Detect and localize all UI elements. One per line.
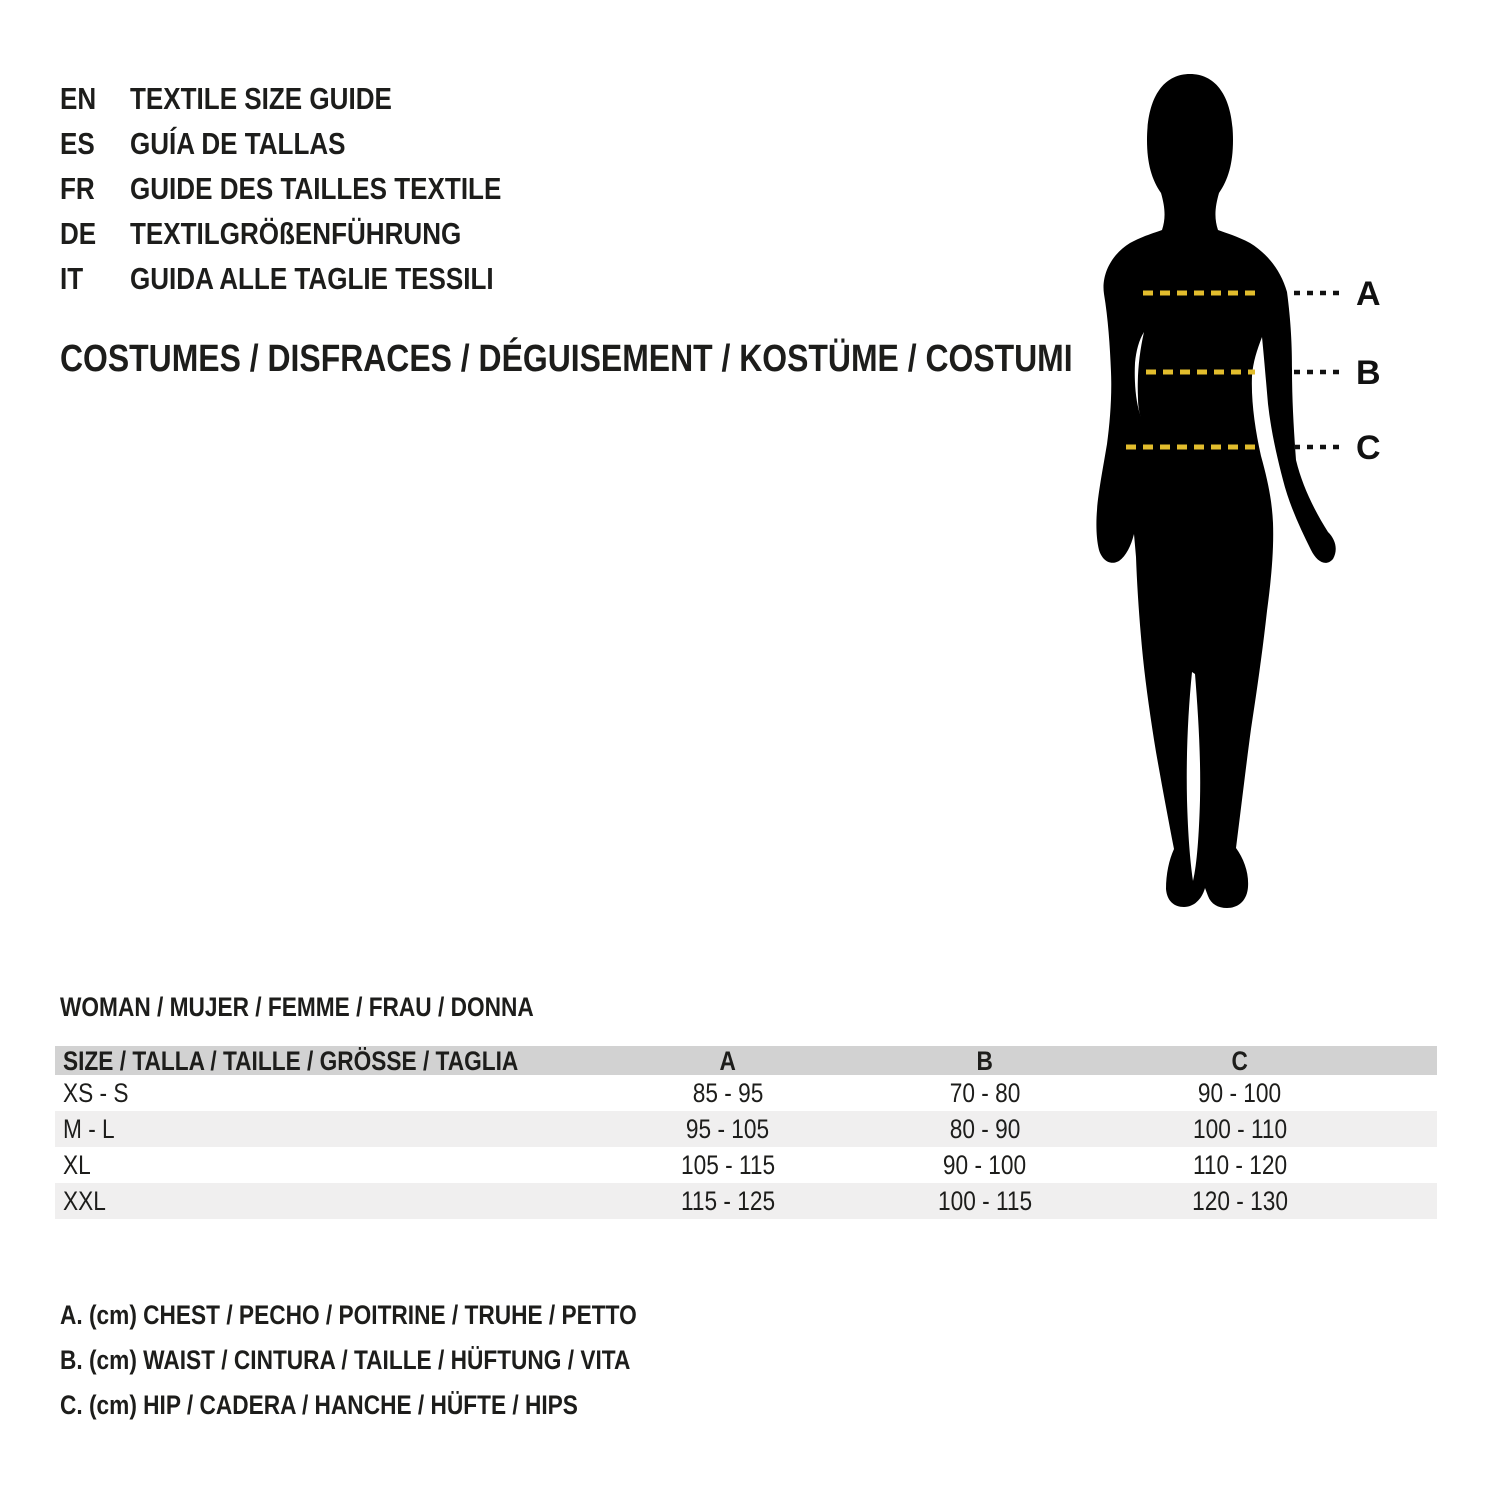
legend-line-waist — [60, 1338, 747, 1383]
hip-range-cell: 120 - 130 — [1192, 1185, 1288, 1216]
legend-text-hip: C. (cm) HIP / CADERA / HANCHE / HÜFTE / HIPS — [60, 1390, 578, 1420]
chest-range-cell: 115 - 125 — [680, 1185, 776, 1216]
language-row-fr — [60, 166, 572, 211]
language-row-de — [60, 211, 572, 256]
legend-text-chest: A. (cm) CHEST / PECHO / POITRINE / TRUHE / PETTO — [60, 1300, 637, 1330]
language-row-it — [60, 256, 572, 301]
chest-label-a: A — [1356, 275, 1381, 313]
waist-range-cell: 90 - 100 — [943, 1149, 1027, 1180]
column-header-a: A — [719, 1046, 737, 1076]
language-code: FR — [60, 170, 95, 206]
woman-measurement-diagram — [1040, 60, 1500, 960]
chest-range-cell: 105 - 115 — [680, 1149, 776, 1180]
language-code: ES — [60, 125, 95, 161]
legend-line-chest — [60, 1293, 747, 1338]
table-row-xs-s — [55, 1075, 1437, 1111]
chest-range-cell: 85 - 95 — [692, 1077, 764, 1108]
woman-silhouette — [1096, 74, 1335, 908]
guide-title-fr: GUIDE DES TAILLES TEXTILE — [130, 170, 502, 206]
language-row-en — [60, 76, 572, 121]
hip-range-cell: 110 - 120 — [1192, 1149, 1288, 1180]
hip-label-c: C — [1356, 429, 1381, 467]
language-title-list — [60, 76, 572, 301]
guide-title-es: GUÍA DE TALLAS — [130, 125, 346, 161]
language-code: DE — [60, 215, 97, 251]
hip-range-cell: 90 - 100 — [1198, 1077, 1282, 1108]
language-code: IT — [60, 260, 84, 296]
waist-range-cell: 70 - 80 — [949, 1077, 1021, 1108]
size-cell: M - L — [63, 1113, 115, 1144]
waist-label-b: B — [1356, 354, 1381, 392]
language-row-es — [60, 121, 572, 166]
category-title: COSTUMES / DISFRACES / DÉGUISEMENT / KOSTÜME / COSTUMI — [60, 338, 1073, 380]
chest-range-cell: 95 - 105 — [686, 1113, 770, 1144]
guide-title-en: TEXTILE SIZE GUIDE — [130, 80, 392, 116]
table-row-xl — [55, 1147, 1437, 1183]
hip-range-cell: 100 - 110 — [1192, 1113, 1288, 1144]
size-cell: XL — [63, 1149, 91, 1180]
language-code: EN — [60, 80, 97, 116]
column-header-b: B — [976, 1046, 994, 1076]
size-cell: XXL — [63, 1185, 106, 1216]
size-column-header: SIZE / TALLA / TAILLE / GRÖSSE / TAGLIA — [63, 1046, 519, 1076]
waist-range-cell: 80 - 90 — [949, 1113, 1021, 1144]
measurement-legend — [60, 1293, 747, 1428]
column-header-c: C — [1231, 1046, 1249, 1076]
waist-range-cell: 100 - 115 — [937, 1185, 1033, 1216]
table-row-xxl — [55, 1183, 1437, 1219]
legend-text-waist: B. (cm) WAIST / CINTURA / TAILLE / HÜFTUNG / VITA — [60, 1345, 631, 1375]
table-header-row — [55, 1046, 1437, 1075]
legend-line-hip — [60, 1383, 747, 1428]
size-cell: XS - S — [63, 1077, 129, 1108]
guide-title-de: TEXTILGRÖßENFÜHRUNG — [130, 215, 462, 251]
guide-title-it: GUIDA ALLE TAGLIE TESSILI — [130, 260, 494, 296]
section-title: WOMAN / MUJER / FEMME / FRAU / DONNA — [60, 992, 534, 1022]
size-table — [55, 1046, 1437, 1219]
table-row-m-l — [55, 1111, 1437, 1147]
